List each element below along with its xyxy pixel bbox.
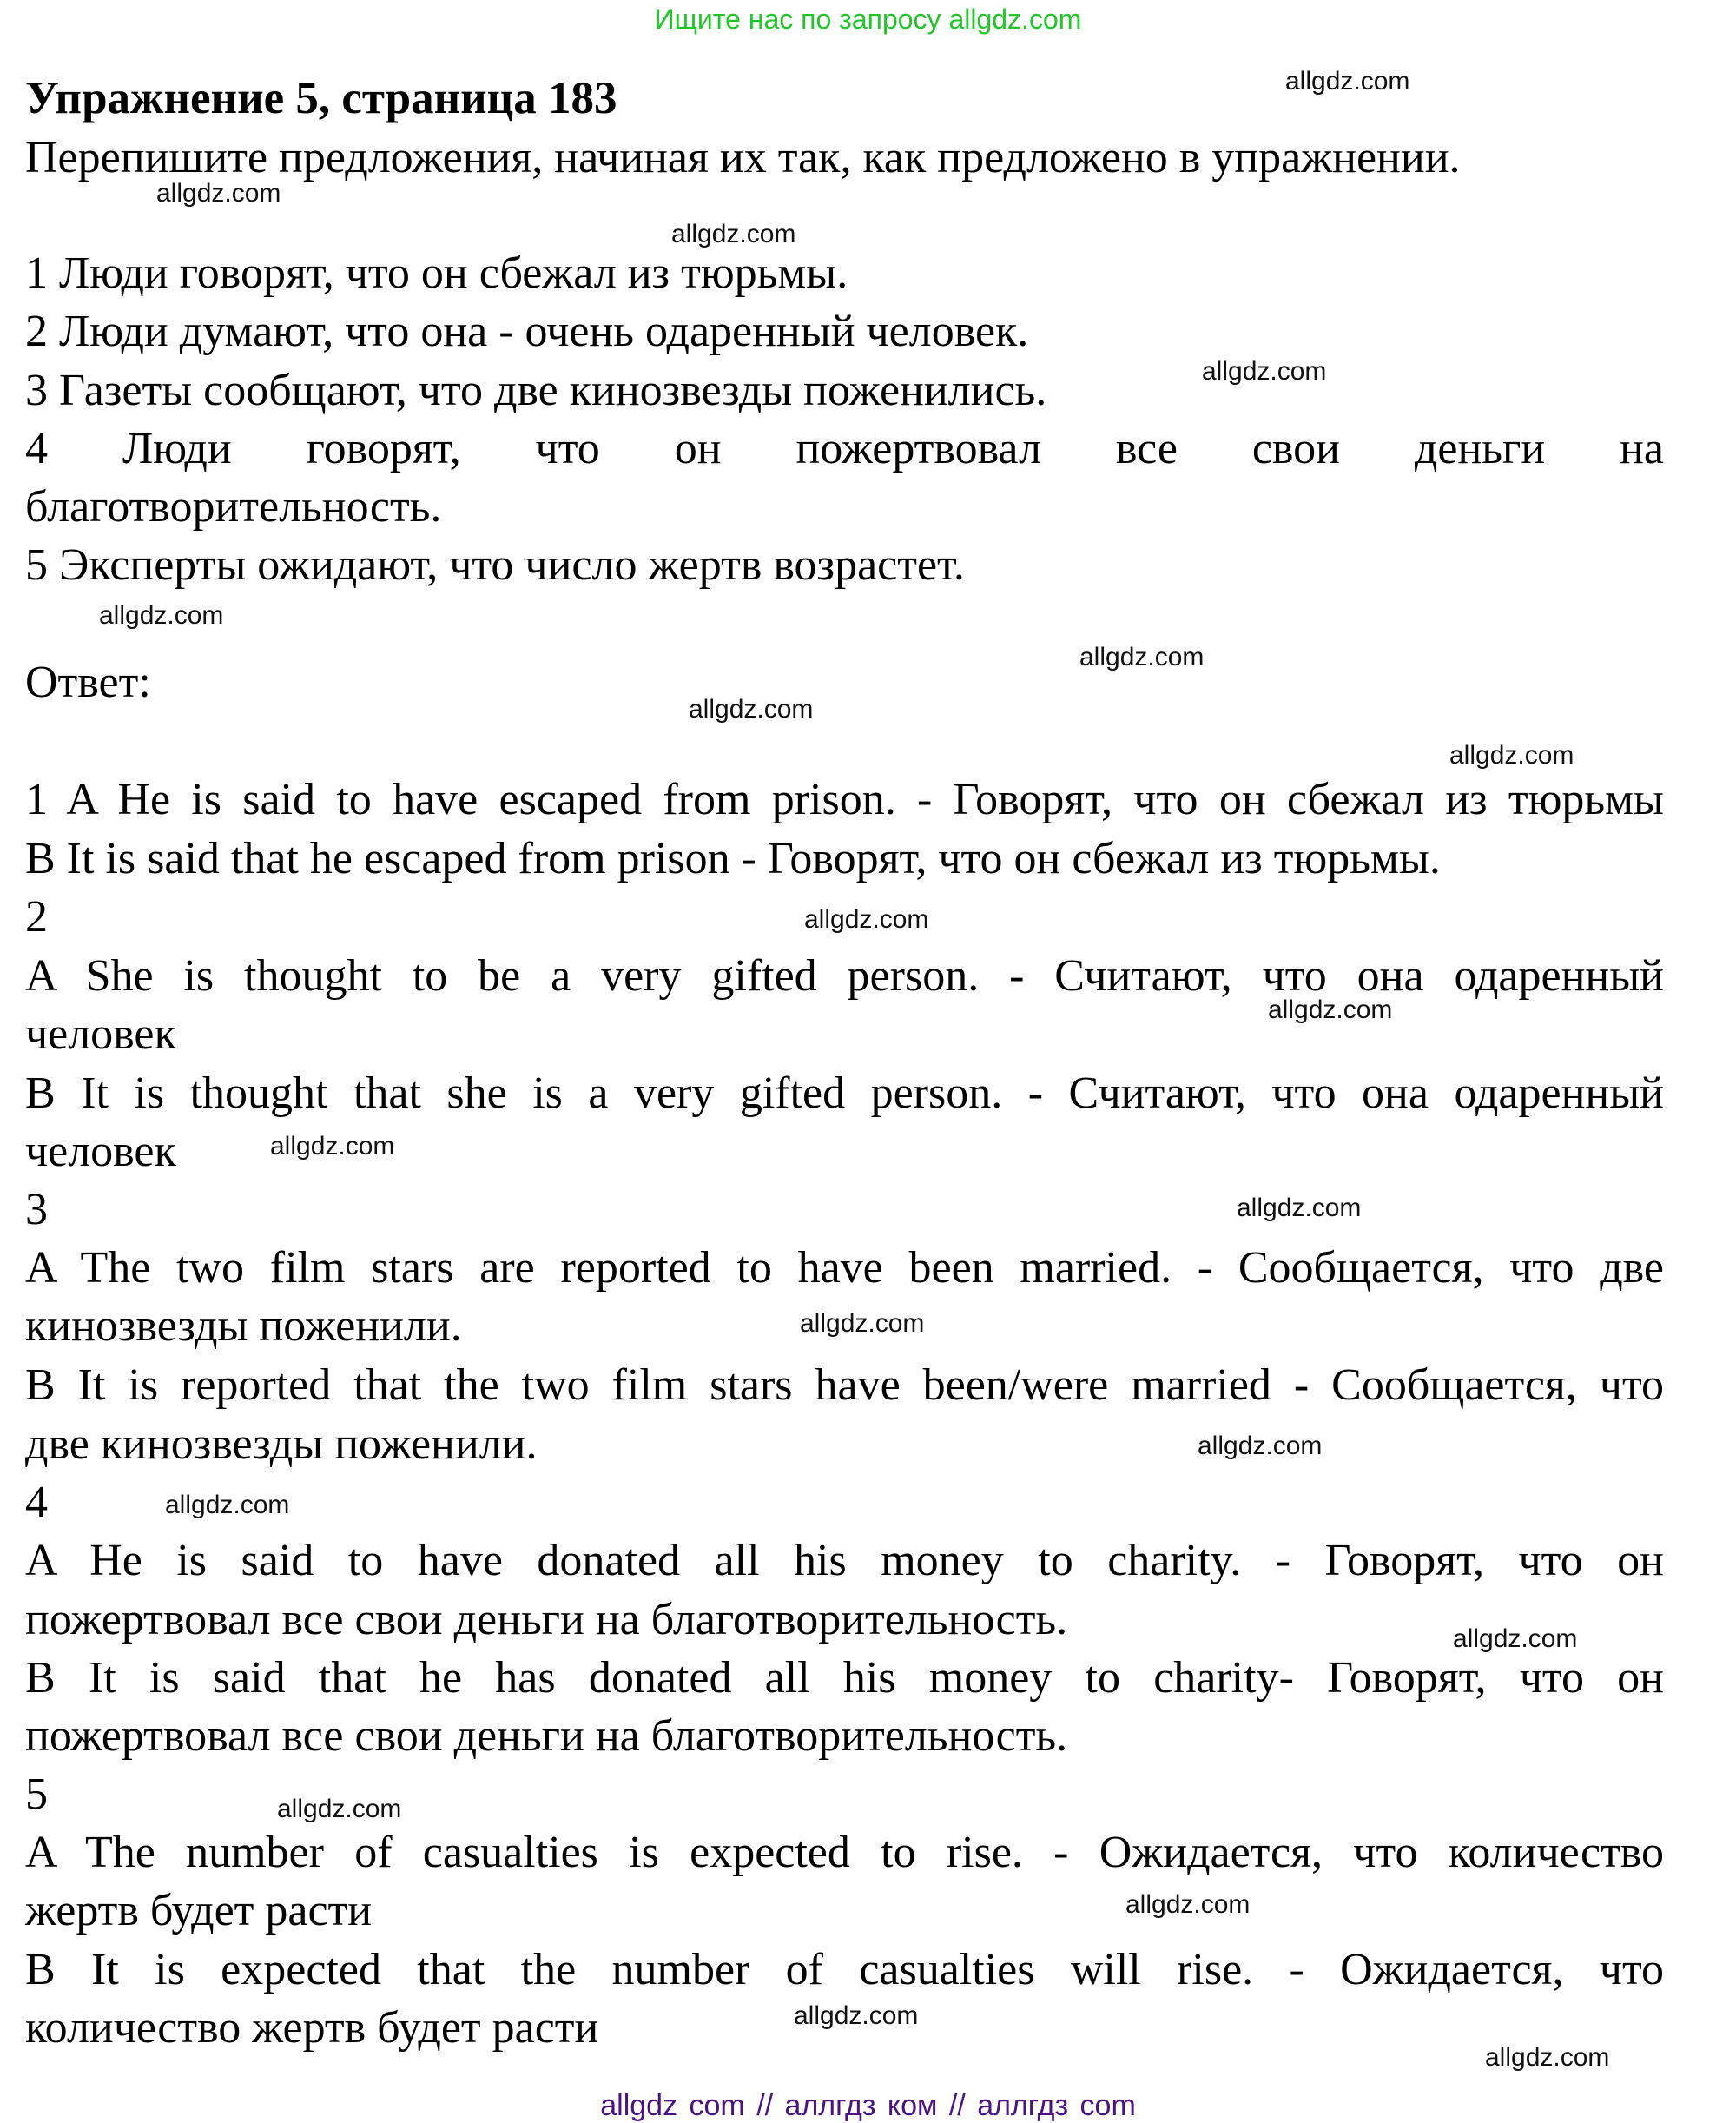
watermark: allgdz.com — [1237, 1194, 1362, 1222]
answer-line: жертв будет расти — [25, 1886, 373, 1935]
watermark: allgdz.com — [1449, 741, 1574, 770]
answer-line: A The two film stars are reported to have been married. - Сообщается, что две — [25, 1243, 1664, 1293]
answer-line: A She is thought to be a very gifted person. - Считают, что она одаренный — [25, 951, 1664, 1001]
answer-line: человек — [25, 1127, 176, 1176]
answer-number: 2 — [25, 892, 48, 942]
answer-line: B It is expected that the number of casualties will rise. - Ожидается, что — [25, 1945, 1664, 1994]
instruction-text: Перепишите предложения, начиная их так, как предложено в упражнении. — [25, 133, 1461, 182]
answer-line: B It is thought that she is a very gifted person. - Считают, что она одаренный — [25, 1068, 1664, 1118]
watermark: allgdz.com — [1285, 67, 1410, 96]
answer-line: количество жертв будет расти — [25, 2003, 599, 2053]
watermark: allgdz.com — [1453, 1624, 1578, 1653]
answer-label: Ответ: — [25, 658, 151, 707]
search-banner: Ищите нас по запросу allgdz.com — [654, 3, 1082, 35]
watermark: allgdz.com — [1268, 995, 1393, 1024]
watermark: allgdz.com — [165, 1491, 290, 1519]
task-sentence-2: 2 Люди думают, что она - очень одаренный человек. — [25, 307, 1029, 356]
watermark: allgdz.com — [800, 1309, 925, 1338]
answer-number: 4 — [25, 1478, 48, 1527]
answer-line: кинозвезды поженили. — [25, 1301, 462, 1351]
answer-line: 1 A He is said to have escaped from prison. - Говорят, что он сбежал из тюрьмы — [25, 775, 1664, 824]
watermark: allgdz.com — [794, 2001, 919, 2030]
answer-line: пожертвовал все свои деньги на благотворительность. — [25, 1711, 1068, 1761]
watermark: allgdz.com — [671, 220, 796, 248]
answer-line: пожертвовал все свои деньги на благотворительность. — [25, 1595, 1068, 1644]
watermark: allgdz.com — [689, 695, 814, 724]
answer-number: 5 — [25, 1769, 48, 1819]
answer-line: B It is reported that the two film stars have been/were married - Сообщается, что — [25, 1360, 1664, 1410]
task-sentence-4: 4 Люди говорят, что он пожертвовал все свои деньги на — [25, 424, 1664, 473]
answer-line: две кинозвезды поженили. — [25, 1419, 538, 1469]
task-sentence-5: 5 Эксперты ожидают, что число жертв возрастет. — [25, 540, 965, 590]
answer-line: B It is said that he escaped from prison - Говорят, что он сбежал из тюрьмы. — [25, 834, 1441, 883]
watermark: allgdz.com — [1125, 1890, 1251, 1919]
watermark: allgdz.com — [156, 179, 281, 208]
answer-line: A He is said to have donated all his money to charity. - Говорят, что он — [25, 1536, 1664, 1585]
answer-line: A The number of casualties is expected to rise. - Ожидается, что количество — [25, 1828, 1664, 1877]
watermark: allgdz.com — [277, 1795, 402, 1823]
page-title: Упражнение 5, страница 183 — [25, 73, 617, 123]
watermark: allgdz.com — [1079, 643, 1205, 671]
watermark: allgdz.com — [1202, 357, 1327, 386]
footer-links: allgdz com // аллгдз ком // аллгдз com — [600, 2089, 1136, 2122]
watermark: allgdz.com — [270, 1132, 395, 1161]
watermark: allgdz.com — [99, 601, 224, 630]
task-sentence-4-cont: благотворительность. — [25, 482, 442, 532]
answer-number: 3 — [25, 1185, 48, 1234]
task-sentence-1: 1 Люди говорят, что он сбежал из тюрьмы. — [25, 248, 848, 298]
watermark: allgdz.com — [1485, 2043, 1610, 2072]
answer-line: человек — [25, 1009, 176, 1059]
task-sentence-3: 3 Газеты сообщают, что две кинозвезды поженились. — [25, 366, 1047, 415]
watermark: allgdz.com — [804, 905, 929, 934]
answer-line: B It is said that he has donated all his money to charity- Говорят, что он — [25, 1653, 1664, 1703]
watermark: allgdz.com — [1198, 1432, 1323, 1460]
